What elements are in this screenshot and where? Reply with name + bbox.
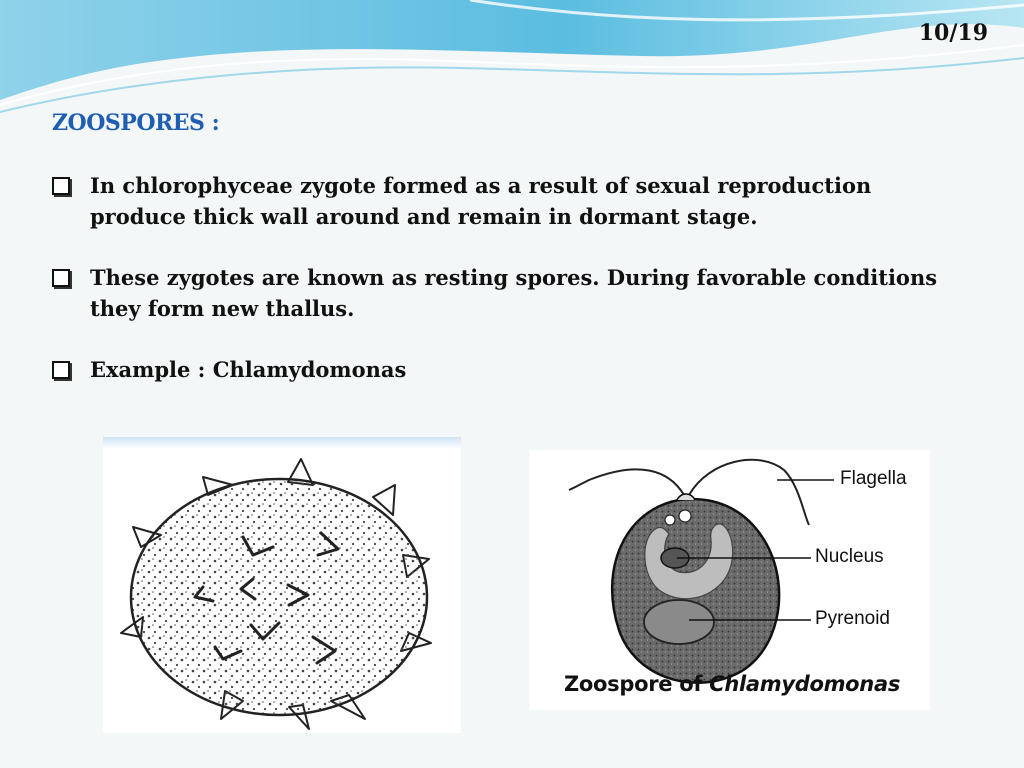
bullet-item: [52, 262, 972, 324]
slide-heading: ZOOSPORES :: [52, 110, 220, 136]
resting-spore-figure: [103, 437, 461, 733]
caption-species: Chlamydomonas: [709, 672, 901, 696]
figure-caption: [564, 672, 900, 696]
pyrenoid-label: Pyrenoid: [815, 608, 890, 629]
checkbox-bullet-icon: [52, 269, 70, 287]
bullet-text: Example : Chlamydomonas: [90, 357, 407, 382]
bullet-item: [52, 354, 972, 385]
checkbox-bullet-icon: [52, 177, 70, 195]
flagella-label: Flagella: [840, 468, 907, 489]
bullet-text: These zygotes are known as resting spores. During favorable conditions they form new thallus.: [90, 265, 938, 321]
chlamydomonas-figure: [529, 450, 930, 710]
bullet-list: [52, 170, 972, 415]
bullet-item: [52, 170, 972, 232]
slide-number: 10/19: [918, 20, 988, 46]
checkbox-bullet-icon: [52, 361, 70, 379]
nucleus-label: Nucleus: [815, 546, 884, 567]
resting-spore-drawing: [103, 437, 461, 733]
bullet-text: In chlorophyceae zygote formed as a result of sexual reproduction produce thick wall around and remain in dormant stage.: [90, 173, 872, 229]
caption-prefix: Zoospore of: [564, 672, 710, 696]
